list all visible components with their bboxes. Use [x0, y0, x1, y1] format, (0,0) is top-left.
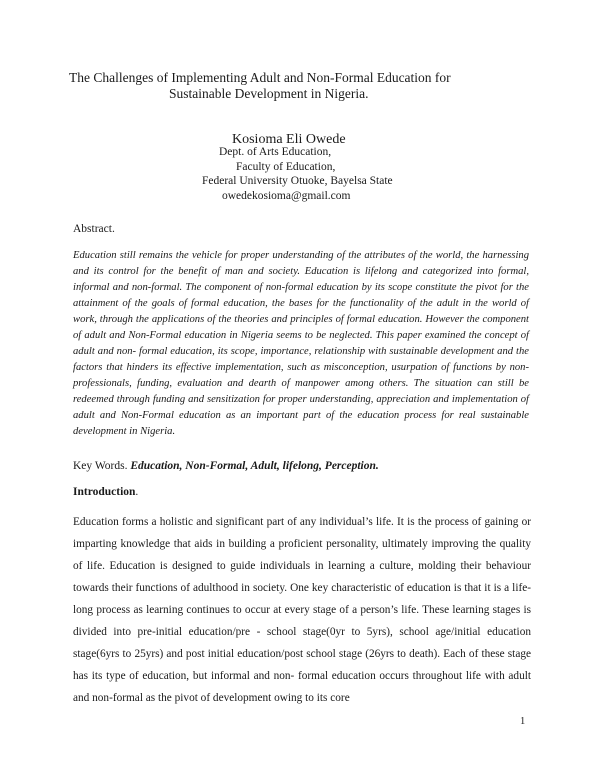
title-line-2: Sustainable Development in Nigeria. — [169, 86, 369, 101]
keywords-label: Key Words. — [73, 460, 128, 472]
author-affiliation — [202, 145, 393, 203]
author-name: Kosioma Eli Owede — [232, 132, 346, 147]
affiliation-faculty: Faculty of Education, — [236, 160, 336, 173]
introduction-body: Education forms a holistic and significant part of any individual’s life. It is the process of gaining or imparting knowledge that aids in building a proficient personality, ultimately improving the quality of life. Education is designed to guide individuals in learning a culture, molding their behaviour towards their functions of adulthood in society. One key characteristic of education is that it is a life-long process as learning continues to occur at every stage of a person’s life. These learning stages is divided into pre-initial education/pre - school stage(0yr to 5yrs), school age/initial education stage(6yrs to 25yrs) and post initial education/post school stage (26yrs to death). Each of these stage has its type of education, but informal and non- formal education occurs throughout life with adult and non-formal as the pivot of development owing to its core — [73, 516, 531, 704]
abstract-text: Education still remains the vehicle for proper understanding of the attributes of the world, the harnessing and its control for the benefit of man and society. Education is lifelong and categorized into formal, informal and non-formal. The component of non-formal education by its scope constitute the pivot for the attainment of the goals of formal education, the bases for the functionality of the adult in the world of work, through the applications of the theories and principles of formal education. However the component of adult and Non-Formal education in Nigeria seems to be neglected. This paper examined the concept of adult and non- formal education, its scope, importance, relationship with sustainable development and the factors that hinders its effective implementation, such as misconception, usurpation of functions by non-professionals, funding, evaluation and dearth of manpower among others. The situation can still be redeemed through funding and sensitization for proper understanding, appreciation and implementation of adult and Non-Formal education as an important part of the education process for real sustainable development in Nigeria. — [73, 250, 529, 437]
abstract-heading: Abstract. — [73, 223, 115, 235]
keywords-terms: Education, Non-Formal, Adult, lifelong, Perception. — [130, 460, 379, 472]
introduction-heading-suffix: . — [135, 486, 139, 498]
affiliation-dept: Dept. of Arts Education, — [219, 146, 332, 158]
paper-title — [0, 70, 600, 102]
keywords-line — [73, 460, 379, 472]
title-line-1: The Challenges of Implementing Adult and Non-Formal Education for — [69, 70, 451, 85]
introduction-heading-text: Introduction — [73, 486, 136, 498]
affiliation-university: Federal University Otuoke, Bayelsa State — [202, 175, 393, 187]
introduction-heading — [73, 486, 138, 498]
page-number: 1 — [520, 716, 526, 727]
author-email: owedekosioma@gmail.com — [222, 189, 351, 202]
